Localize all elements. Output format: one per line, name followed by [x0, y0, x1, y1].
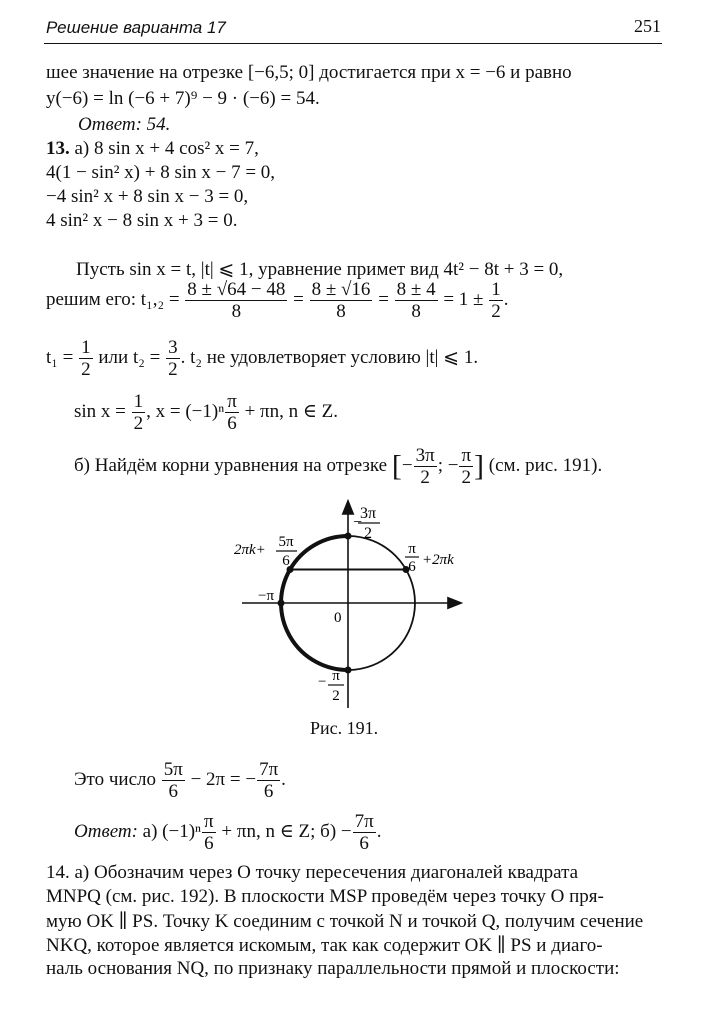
- numerator: 3: [168, 337, 178, 358]
- point-minus-pi: [278, 600, 285, 607]
- fraction: [353, 812, 376, 853]
- text-line: а) 8 sin x + 4 cos² x = 7,: [74, 138, 259, 159]
- numerator: 8 ± √64 − 48: [187, 279, 286, 300]
- section-title: Решение варианта 17: [46, 18, 226, 37]
- problem-13-start: [46, 138, 259, 160]
- formula-text: = 1 ±: [443, 288, 484, 310]
- formula-text: решим его: t₁,₂ =: [46, 288, 180, 310]
- fraction: [166, 338, 180, 379]
- point-top: [345, 533, 352, 540]
- figure-caption: Рис. 191.: [310, 718, 379, 738]
- numerator: 5π: [163, 759, 183, 780]
- formula-line: [46, 338, 478, 379]
- fraction: [395, 280, 438, 321]
- label-right-num: π: [408, 541, 416, 557]
- numerator: 7π: [259, 759, 279, 780]
- formula-text: или t₂ =: [98, 346, 161, 368]
- denominator: 6: [202, 832, 216, 853]
- unit-circle-figure: [220, 496, 500, 714]
- numerator: 8 ± √16: [311, 279, 371, 300]
- fraction: [132, 392, 146, 433]
- denominator: 6: [257, 780, 280, 801]
- formula-text: Это число: [74, 768, 156, 790]
- formula-line: б) Найдём корни уравнения на отрезке [− $\frac{3\pi}{2}$ ; − $\frac{\pi}{2}$ ] (см. рис. 191).: [74, 445, 603, 488]
- fraction: [162, 760, 185, 801]
- formula-text: , x = (−1)ⁿ: [146, 400, 225, 422]
- text-line: шее значение на отрезке [−6,5; 0] достигается при x = −6 и равно: [46, 62, 572, 83]
- text-line: мую OK ∥ PS. Точку K соединим с точкой N и точкой Q, получим сечение: [46, 911, 644, 932]
- formula-text: + πn, n ∈ Z; б) −: [221, 820, 352, 842]
- label-minus-pi: −π: [258, 588, 275, 604]
- text-line: 14. а) Обозначим через O точку пересечения диагоналей квадрата: [46, 862, 579, 883]
- label-right-den: 6: [408, 559, 416, 575]
- fraction: [257, 760, 280, 801]
- label-top-minus: −: [353, 514, 363, 531]
- numerator: π: [204, 811, 214, 832]
- fraction: [225, 392, 239, 433]
- text-line: y(−6) = ln (−6 + 7)⁹ − 9 · (−6) = 54.: [46, 88, 320, 109]
- answer-13: Ответ: а) (−1)ⁿ $\frac{\pi}{6}$ + πn, n ∈ Z; б) − $\frac{7\pi}{6}$ .: [74, 811, 382, 854]
- formula-text: sin x =: [74, 400, 126, 422]
- denominator: 2: [81, 359, 91, 380]
- label-left-num: 5π: [278, 534, 294, 550]
- fraction: [459, 446, 473, 487]
- denominator: 8: [395, 300, 438, 321]
- denominator: 6: [353, 832, 376, 853]
- answer-12: Ответ: 54.: [78, 114, 171, 135]
- numerator: 1: [81, 337, 91, 358]
- formula-text: + πn, n ∈ Z.: [244, 400, 339, 422]
- header-rule: [44, 43, 662, 44]
- answer-label: Ответ:: [74, 820, 138, 842]
- denominator: 2: [414, 466, 437, 487]
- denominator: 2: [168, 359, 178, 380]
- formula-text: а) (−1)ⁿ: [142, 820, 202, 842]
- label-left-den: 6: [282, 553, 290, 569]
- fraction: [79, 338, 93, 379]
- denominator: 8: [185, 300, 287, 321]
- highlighted-arc-top: [290, 536, 348, 570]
- label-bottom-den: 2: [332, 688, 340, 704]
- bracket-open: [: [391, 449, 402, 483]
- denominator: 6: [162, 780, 185, 801]
- formula-text: б) Найдём корни уравнения на отрезке: [74, 454, 388, 476]
- numerator: π: [227, 391, 237, 412]
- bracket-close: ]: [474, 449, 485, 483]
- text-line: 4 sin² x − 8 sin x + 3 = 0.: [46, 210, 238, 231]
- label-bottom-minus: −: [318, 674, 327, 690]
- formula-text: =: [378, 288, 389, 310]
- label-origin: 0: [334, 610, 342, 626]
- formula-line: Это число $\frac{5\pi}{6}$ − 2π = − $\frac{7\pi}{6}$ .: [74, 759, 286, 802]
- numerator: 1: [133, 391, 144, 412]
- denominator: 2: [133, 413, 144, 434]
- label-bottom-num: π: [332, 668, 340, 684]
- fraction: [202, 812, 216, 853]
- page-number: 251: [634, 16, 661, 36]
- fraction: [310, 280, 373, 321]
- point-bottom: [345, 667, 352, 674]
- numerator: 7π: [354, 811, 374, 832]
- denominator: 8: [310, 300, 373, 321]
- numerator: 8 ± 4: [396, 279, 436, 300]
- formula-text: t₁ =: [46, 346, 74, 368]
- formula-text: =: [293, 288, 304, 310]
- text-line: NKQ, которое является искомым, так как содержит OK ∥ PS и диаго-: [46, 935, 603, 956]
- text-line: MNPQ (см. рис. 192). В плоскости MSP проведём через точку O пря-: [46, 886, 604, 907]
- formula-text: . t₂ не удовлетворяет условию |t| ⩽ 1.: [180, 346, 479, 368]
- formula-line: [74, 392, 338, 433]
- numerator: π: [461, 445, 472, 466]
- text-line: Пусть sin x = t, |t| ⩽ 1, уравнение примет вид 4t² − 8t + 3 = 0,: [76, 259, 564, 280]
- numerator: 3π: [415, 445, 435, 466]
- label-top-num: 3π: [359, 505, 377, 522]
- label-top-den: 2: [364, 525, 372, 542]
- denominator: 6: [225, 412, 239, 433]
- fraction: [489, 280, 503, 321]
- problem-number: 13.: [46, 138, 70, 159]
- fraction: [185, 280, 287, 321]
- text-line: −4 sin² x + 8 sin x − 3 = 0,: [46, 186, 249, 207]
- text-line: 4(1 − sin² x) + 8 sin x − 7 = 0,: [46, 162, 276, 183]
- text-line: наль основания NQ, по признаку параллельности прямой и плоскости:: [46, 958, 620, 979]
- fraction: [414, 446, 437, 487]
- formula-text: (см. рис. 191).: [488, 454, 603, 476]
- denominator: 2: [459, 466, 473, 487]
- formula-text: − 2π = −: [190, 768, 257, 790]
- label-left-prefix: 2πk+: [234, 542, 266, 558]
- denominator: 2: [491, 301, 501, 322]
- formula-line: решим его: t₁,₂ = $\frac{8 \pm √64 - 48}{8}$ = $\frac{8 \pm √16}{8}$ = $\frac{8 \pm 4}{8}$ = 1 ± $\frac{1}{2}$ .: [46, 279, 509, 322]
- label-right-suffix: +2πk: [422, 552, 454, 568]
- numerator: 1: [491, 279, 501, 300]
